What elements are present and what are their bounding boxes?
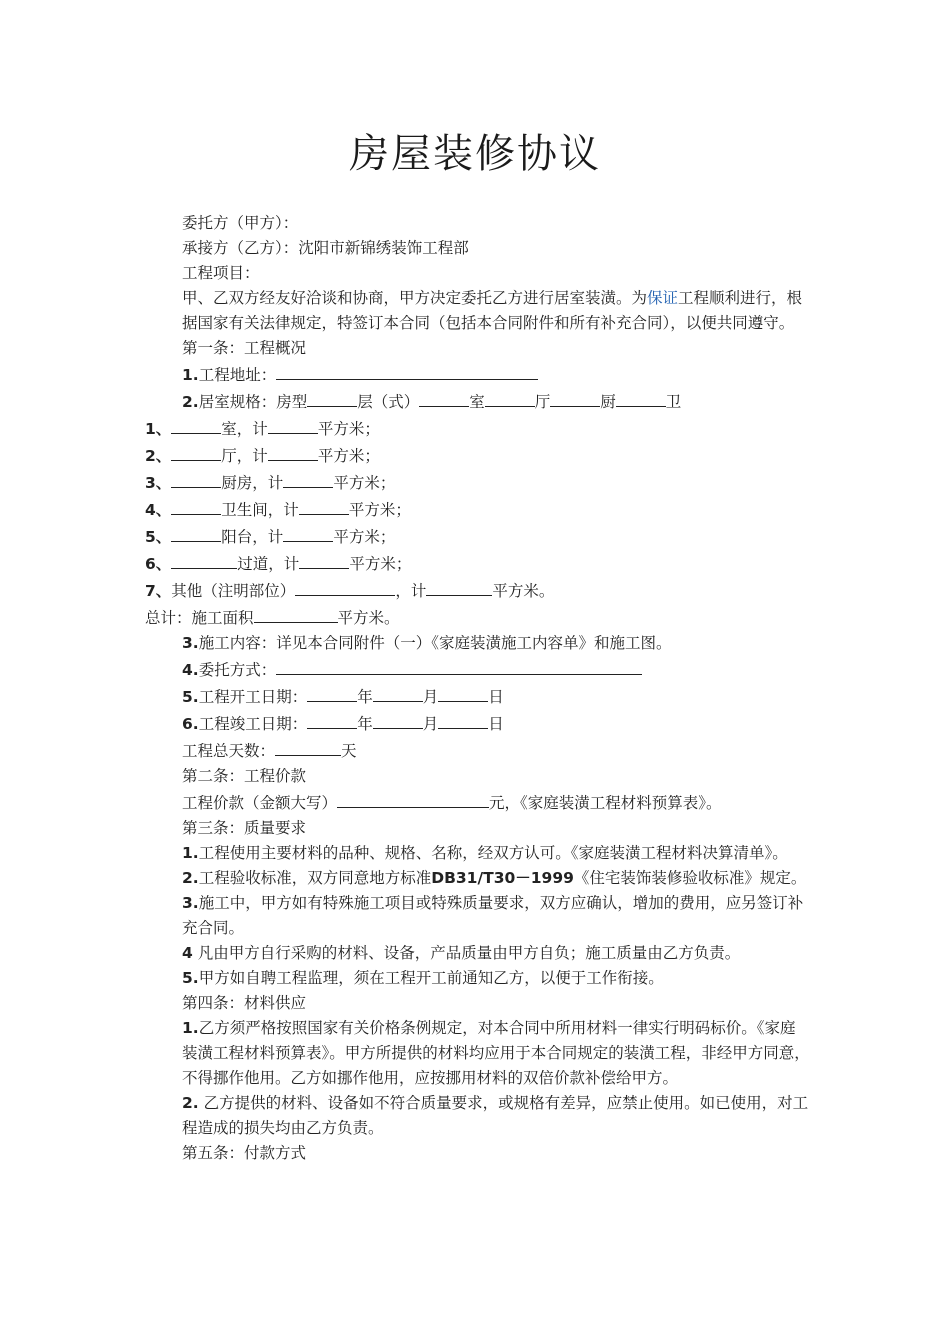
address-line [145,361,810,388]
room-number: 3、 [145,474,172,492]
room-number: 2、 [145,447,172,465]
item-text: 施工中，甲方如有特殊施工项目或特殊质量要求，双方应确认，增加的费用，应另签订补充合同。 [182,894,804,937]
blank[interactable] [373,683,423,702]
price-line [145,789,810,816]
item-number: 1. [182,366,199,384]
intro-text-2: 工程顺利进行，根据国家有关法律规定，特签订本合同（包括本合同附件和所有补充合同），以便共同遵守。 [182,289,803,332]
party-b-line: 承接方（乙方）：沈阳市新锦绣装饰工程部 [182,239,469,257]
price-tail: 元，《家庭装潢工程材料预算表》。 [489,794,722,812]
other-unit: 平方米。 [492,582,555,600]
content-text: 施工内容：详见本合同附件（一）《家庭装潢施工内容单》和施工图。 [198,634,672,652]
blank[interactable] [171,469,221,488]
quality-item-3 [145,891,810,941]
date-text: 日 [488,688,504,706]
room-line [145,523,810,550]
room-unit: 平方米； [333,474,396,492]
date-text: 月 [422,715,439,733]
document-body [145,211,810,1166]
room-unit: 平方米； [349,555,412,573]
price-blank[interactable] [337,789,489,808]
blank[interactable] [171,550,237,569]
blank[interactable] [171,415,221,434]
blank[interactable] [426,577,492,596]
document-title: 房屋装修协议 [349,131,601,177]
blank[interactable] [171,496,221,515]
date-text: 年 [357,688,373,706]
quality-item-2 [145,866,810,891]
blank[interactable] [275,737,341,756]
article-3-heading: 第三条：质量要求 [182,819,307,837]
mode-blank[interactable] [276,656,642,675]
blank[interactable] [171,523,221,542]
quality-item-1 [145,841,810,866]
article-2-heading: 第二条：工程价款 [182,767,307,785]
room-number: 4、 [145,501,172,519]
spec-text: 卫 [665,393,682,411]
spec-text: 层（式） [357,393,420,411]
blank[interactable] [307,710,357,729]
item-text: 乙方提供的材料、设备如不符合质量要求，或规格有差异，应禁止使用。如已使用，对工程造成的损失均由乙方负责。 [182,1094,809,1137]
blank[interactable] [254,604,338,623]
other-text: ，计 [395,582,427,600]
room-name: 厅，计 [221,447,268,465]
room-number: 1、 [145,420,172,438]
spec-text: 厅 [534,393,551,411]
item-number: 2. [182,393,199,411]
blank[interactable] [283,469,333,488]
blank[interactable] [299,496,349,515]
start-date-line [145,683,810,710]
address-label: 工程地址： [198,366,277,384]
room-name: 厨房，计 [221,474,284,492]
item-number: 5. [182,969,199,987]
intro-paragraph [145,286,810,336]
days-unit: 天 [341,742,357,760]
standard-code: DB31/T30－1999 [431,869,574,887]
article-1-heading: 第一条：工程概况 [182,339,307,357]
item-number: 2. [182,1094,199,1112]
date-text: 年 [357,715,373,733]
room-line [145,496,810,523]
item-number: 1. [182,1019,199,1037]
room-unit: 平方米； [348,501,411,519]
room-unit: 平方米； [333,528,396,546]
blank[interactable] [438,710,488,729]
blank[interactable] [373,710,423,729]
supply-item-1 [145,1016,810,1091]
total-unit: 平方米。 [337,609,400,627]
room-line [145,469,810,496]
days-label: 工程总天数： [182,742,276,760]
project-line: 工程项目： [182,264,260,282]
blank[interactable] [171,442,221,461]
date-text: 月 [422,688,439,706]
blank[interactable] [438,683,488,702]
date-text: 日 [488,715,504,733]
spec-text: 室 [469,393,485,411]
item-number: 3. [182,634,199,652]
guarantee-link[interactable]: 保证 [647,289,679,307]
total-label: 总计：施工面积 [145,609,254,627]
room-line [145,550,810,577]
quality-item-5 [145,966,810,991]
article-4-heading: 第四条：材料供应 [182,994,307,1012]
price-label: 工程价款（金额大写） [182,794,338,812]
blank[interactable] [419,388,469,407]
spec-label: 居室规格：房型 [198,393,308,411]
blank[interactable] [485,388,535,407]
room-unit: 平方米； [317,447,380,465]
room-name: 卫生间，计 [221,501,299,519]
room-name: 室，计 [221,420,268,438]
total-days-line [145,737,810,764]
blank[interactable] [268,442,318,461]
room-name: 过道，计 [237,555,300,573]
room-unit: 平方米； [317,420,380,438]
item-text: 工程验收标准，双方同意地方标准 [198,869,432,887]
address-blank[interactable] [276,361,538,380]
item-number: 4. [182,661,199,679]
room-number: 6、 [145,555,172,573]
mode-line [145,656,810,683]
blank[interactable] [307,388,357,407]
item-number: 3. [182,894,199,912]
quality-item-4 [145,941,810,966]
room-line [145,442,810,469]
item-text: 工程使用主要材料的品种、规格、名称，经双方认可。《家庭装潢工程材料决算清单》。 [198,844,788,862]
item-number: 4 [182,944,193,962]
blank[interactable] [295,577,395,596]
item-text: 《住宅装饰装修验收标准》规定。 [573,869,807,887]
room-name: 阳台，计 [221,528,284,546]
blank[interactable] [616,388,666,407]
blank[interactable] [283,523,333,542]
item-number: 5. [182,688,199,706]
party-a-line: 委托方（甲方）： [182,214,299,232]
blank[interactable] [268,415,318,434]
item-number: 1. [182,844,199,862]
end-date-line [145,710,810,737]
mode-label: 委托方式： [198,661,277,679]
spec-text: 厨 [600,393,616,411]
content-line [145,631,810,656]
item-number: 2. [182,869,199,887]
item-text: 甲方如自聘工程监理，须在工程开工前通知乙方，以便于工作衔接。 [198,969,664,987]
supply-item-2 [145,1091,810,1141]
item-number: 6. [182,715,199,733]
item-text: 乙方须严格按照国家有关价格条例规定，对本合同中所用材料一律实行明码标价。《家庭装潢工程材料预算表》。甲方所提供的材料均应用于本合同规定的装潢工程，非经甲方同意，不得挪作他用。乙方如挪作他用，应按挪用材料的双倍价款补偿给甲方。 [182,1019,810,1087]
blank[interactable] [307,683,357,702]
item-text: 凡由甲方自行采购的材料、设备，产品质量由甲方自负；施工质量由乙方负责。 [192,944,741,962]
room-number: 7、 [145,582,172,600]
blank[interactable] [299,550,349,569]
start-label: 工程开工日期： [198,688,308,706]
article-5-heading: 第五条：付款方式 [182,1144,307,1162]
blank[interactable] [550,388,600,407]
total-area-line [145,604,810,631]
room-spec-line [145,388,810,415]
other-area-line [145,577,810,604]
room-line [145,415,810,442]
other-label: 其他（注明部位） [171,582,296,600]
end-label: 工程竣工日期： [198,715,308,733]
room-number: 5、 [145,528,172,546]
intro-text-1: 甲、乙双方经友好洽谈和协商，甲方决定委托乙方进行居室装潢。为 [182,289,648,307]
